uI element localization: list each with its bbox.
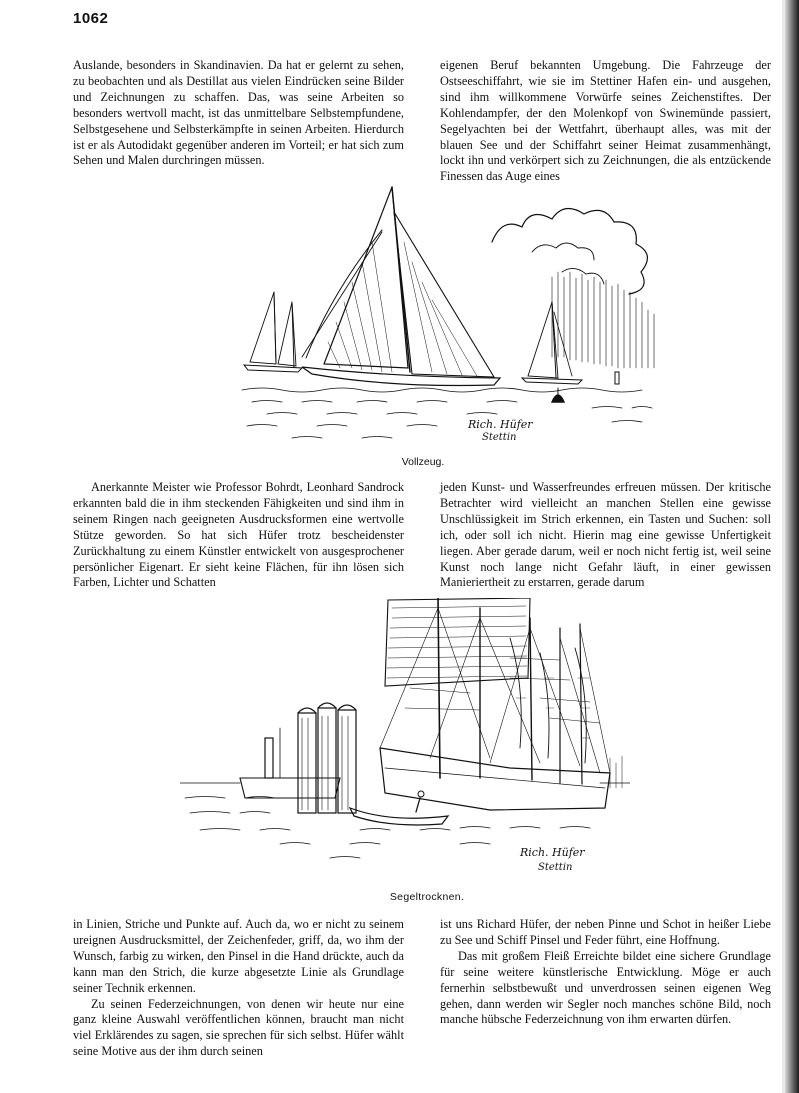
text-column-2-top — [440, 58, 771, 185]
signature-place: Stettin — [538, 862, 573, 873]
paragraph: jeden Kunst- und Wasserfreundes erfreuen müssen. Der kritische Betrachter wird vielleicht an manchen Stellen eine gewisse Unschlüssigkeit im Strich erkennen, ein Tasten und Suchen: soll ich, oder soll ich nicht. Hierin mag eine gewisse Unfertigkeit liegen. Aber gerade darum, weil er noch nicht fertig ist, weil seine Kunst noch lange nicht Gefahr läuft, in einer gewissen Manieriertheit zu erstarren, gerade darum — [440, 480, 771, 590]
yacht-drawing — [232, 182, 672, 447]
text-column-2-middle — [440, 480, 771, 591]
signature-place: Stettin — [482, 432, 517, 443]
paragraph: Zu seinen Federzeichnungen, von denen wir heute nur eine ganz kleine Auswahl veröffentlichen können, braucht man nicht viel Erklärendes zu sagen, sie sprechen für sich selbst. Hüfer wählt seine Motive aus der ihm durch seinen — [73, 996, 404, 1059]
text-column-1-bottom — [73, 917, 404, 1060]
figure-caption: Vollzeug. — [401, 456, 445, 468]
paragraph: in Linien, Striche und Punkte auf. Auch da, wo er nicht zu seinem ureignen Ausdrucksmittel, der Zeichenfeder, griff, da, wo ihm der Wunsch, farbig zu wirken, den Pinsel in die Hand drückte, auch da kann man den Strich, die kurze abgesetzte Linie als Grundlage seiner Technik erkennen. — [73, 917, 404, 995]
paragraph: Auslande, besonders in Skandinavien. Da hat er gelernt zu sehen, zu beobachten und als Destillat aus vielen Eindrücken seine Bilder und Zeichnungen zu schaffen. Das, was seine Arbeiten so besonders wertvoll macht, ist das unmittelbare Selbstempfundene, Selbstgesehene und Selbsterkämpfte in seinen Arbeiten. Hierdurch ist er als Autodidakt gegenüber anderen im Vorteil; er hat sich zum Sehen und Malen durchringen müssen. — [73, 58, 404, 168]
text-column-1-middle — [73, 480, 404, 591]
text-column-1-top — [73, 58, 404, 169]
paragraph: Anerkannte Meister wie Professor Bohrdt, Leonhard Sandrock erkannten bald die in ihm steckenden Fähigkeiten und sind ihm in seinem Ringen nach geeigneten Ausdrucksformen eine wertvolle Stütze geworden. So hat sich Hüfer trotz bescheidenster Zurückhaltung zu einem Künstler entwickelt von ausgesprochener persönlicher Eigenart. Er sieht keine Flächen, für ihn lösen sich Farben, Lichter und Schatten — [73, 480, 404, 590]
paragraph: eigenen Beruf bekannten Umgebung. Die Fahrzeuge der Ostseeschiffahrt, wie sie im Stettiner Hafen ein- und ausgehen, sind ihm willkommene Vorwürfe seines Zeichenstiftes. Der Kohlendampfer, der den Molenkopf von Swinemünde passiert, Segelyachten bei der Wettfahrt, überhaupt alles, was mit der blauen See und der Schiffahrt seiner Heimat zusammenhängt, lockt ihn und verkörpert sich zu Zeichnungen, die als entzückende Finessen das Auge eines — [440, 58, 771, 184]
scan-edge-shadow — [785, 0, 799, 1093]
paragraph: ist uns Richard Hüfer, der neben Pinne und Schot in heißer Liebe zu See und Schiff Pinsel und Feder führt, eine Hoffnung. — [440, 917, 771, 947]
signature-name: Rich. Hüfer — [468, 418, 533, 431]
harbor-drawing — [180, 598, 630, 883]
figure-caption: Segeltrocknen. — [389, 891, 465, 903]
paragraph: Das mit großem Fleiß Erreichte bildet eine sichere Grundlage für seine weitere künstlerische Entwicklung. Möge er auch fernerhin selbstbewußt und unverdrossen seinen eigenen Weg gehen, dann werden wir Segler noch manches schöne Bild, noch manche hübsche Federzeichnung von ihm erwarten dürfen. — [440, 948, 771, 1027]
page-number: 1062 — [73, 10, 109, 27]
signature-name: Rich. Hüfer — [520, 846, 585, 859]
illustration-vollzeug — [232, 182, 672, 447]
text-column-2-bottom — [440, 917, 771, 1028]
illustration-segeltrocknen — [180, 598, 630, 883]
